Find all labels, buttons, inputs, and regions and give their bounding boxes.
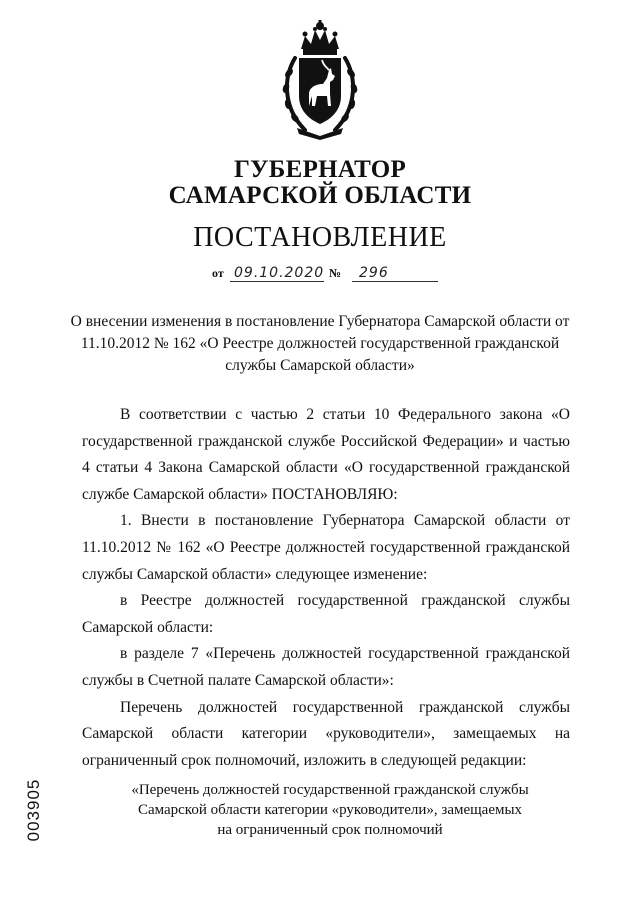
document-body — [82, 402, 570, 774]
number-label: № — [329, 266, 342, 280]
date-label: от — [212, 266, 224, 280]
registration-stamp — [24, 770, 44, 850]
document-subject: О внесении изменения в постановление Губернатора Самарской области от 11.10.2012 № 162 «О Реестре должностей государственной гражданской службы Самарской области» — [70, 313, 570, 374]
quoted-heading-line2: Самарской области категории «руководители», замещаемых — [137, 802, 523, 818]
number-value: 296 — [359, 265, 389, 281]
registration-stamp-number: 003905 — [24, 778, 43, 842]
date-value: 09.10.2020 — [234, 265, 325, 281]
paragraph-preamble: В соответствии с частью 2 статьи 10 Федерального закона «О государственной гражданской службе Российской Федерации» и частью 4 статьи 4 Закона Самарской области «О государственной гражданской службе Самарской области» ПОСТАНОВЛЯЮ: — [82, 406, 570, 503]
paragraph-registry: в Реестре должностей государственной гражданской службы Самарской области: — [82, 592, 570, 636]
issuer-title-line1: ГУБЕРНАТОР — [233, 156, 407, 183]
number-underline — [352, 281, 438, 282]
date-number-line — [212, 262, 442, 284]
coat-of-arms-emblem — [275, 18, 365, 140]
document-type-title: ПОСТАНОВЛЕНИЕ — [193, 222, 447, 253]
quoted-heading — [100, 780, 560, 840]
date-underline — [230, 281, 324, 282]
paragraph-section-7: в разделе 7 «Перечень должностей государственной гражданской службы в Счетной палате Самарской области»: — [82, 645, 570, 689]
paragraph-list-edit: Перечень должностей государственной гражданской службы Самарской области категории «руководители», замещаемых на ограниченный срок полномочий, изложить в следующей редакции: — [82, 698, 570, 769]
quoted-heading-line1: «Перечень должностей государственной гражданской службы — [131, 782, 529, 798]
paragraph-item-1: 1. Внести в постановление Губернатора Самарской области от 11.10.2012 № 162 «О Реестре должностей государственной гражданской службы Самарской области» следующее изменение: — [82, 512, 570, 583]
issuer-title-line2: САМАРСКОЙ ОБЛАСТИ — [168, 182, 472, 209]
quoted-heading-line3: на ограниченный срок полномочий — [217, 822, 443, 838]
